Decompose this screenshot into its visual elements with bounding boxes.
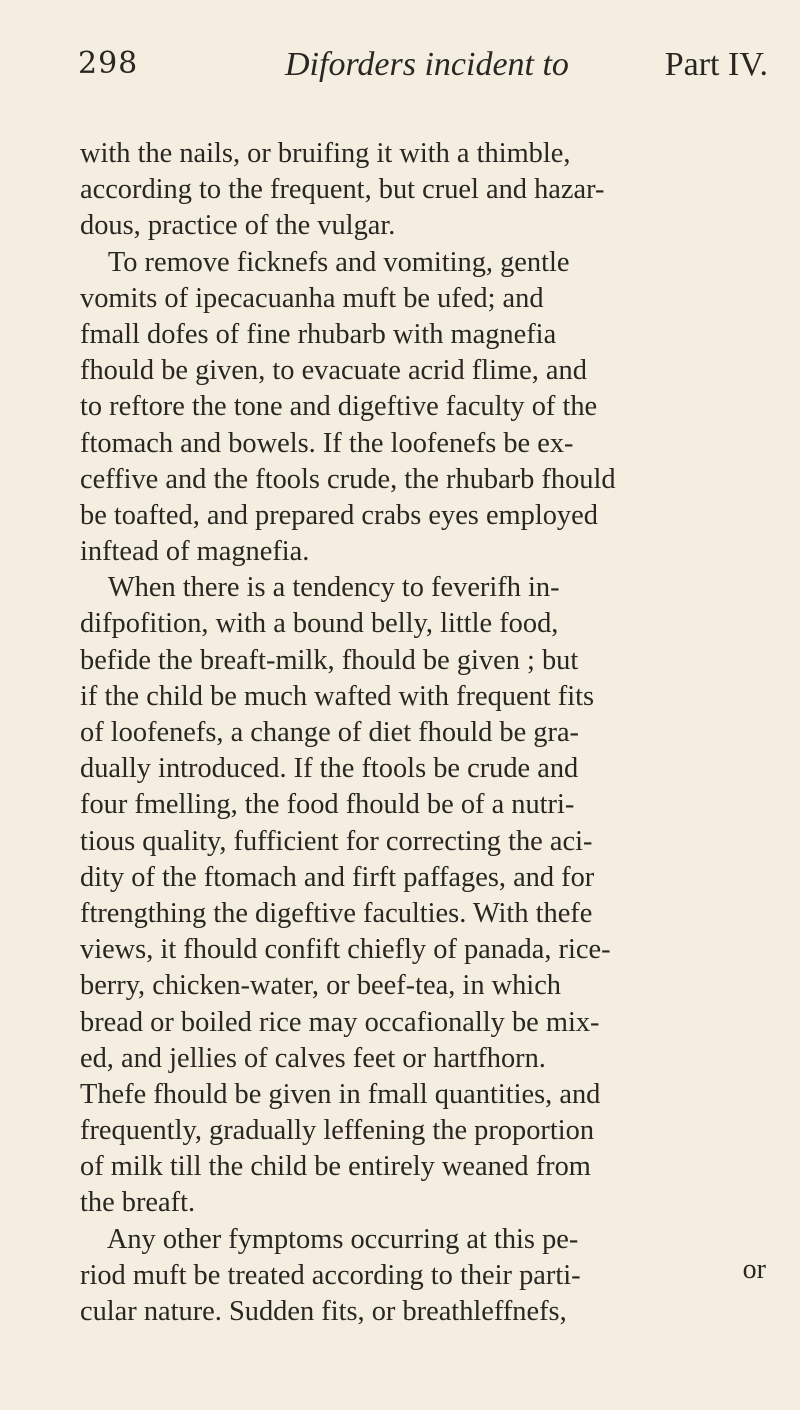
text-line: cular nature. Sudden fits, or breathleffnefs, [80,1296,567,1327]
page-header [78,46,768,96]
catchword: or [742,1254,766,1285]
body-text [80,136,770,1330]
text-line: berry, chicken-water, or beef-tea, in which [80,970,561,1002]
text-line: difpofition, with a bound belly, little food, [80,608,559,640]
text-line: bread or boiled rice may occafionally be mix- [80,1006,600,1038]
text-line: ftomach and bowels. If the loofenefs be ex- [80,427,574,459]
text-line: inftead of magnefia. [80,536,310,568]
text-line: dually introduced. If the ftools be crude and [80,753,579,785]
text-line: four fmelling, the food fhould be of a nutri- [80,789,575,821]
text-line: Thefe fhould be given in fmall quantities, and [80,1078,601,1110]
text-line: vomits of ipecacuanha muft be ufed; and [80,282,544,314]
text-line: of milk till the child be entirely weaned from [80,1151,591,1183]
text-line: views, it fhould confift chiefly of panada, rice- [80,934,611,966]
text-line: To remove ficknefs and vomiting, gentle [80,246,570,278]
text-line: When there is a tendency to feverifh in- [80,572,560,604]
text-line: to reftore the tone and digeftive faculty of the [80,391,598,423]
running-head: Diforders incident to [285,46,569,83]
text-line: Any other fymptoms occurring at this pe- [80,1223,579,1255]
text-line: ed, and jellies of calves feet or hartfhorn. [80,1042,546,1074]
text-line: tious quality, fufficient for correcting the aci- [80,825,593,857]
text-line: ceffive and the ftools crude, the rhubarb fhould [80,463,616,495]
text-line: if the child be much wafted with frequent fits [80,680,595,712]
text-line: with the nails, or bruifing it with a thimble, [80,138,571,169]
text-line: riod muft be treated according to their parti- [80,1259,581,1291]
text-line: fmall dofes of fine rhubarb with magnefia [80,318,557,350]
text-line: ftrengthing the digeftive faculties. With thefe [80,897,593,929]
text-line: dity of the ftomach and firft paffages, and for [80,861,595,893]
part-label: Part IV. [664,46,768,83]
text-line: according to the frequent, but cruel and hazar- [80,174,605,206]
text-line: of loofenefs, a change of diet fhould be gra- [80,717,579,748]
text-line: frequently, gradually leffening the proportion [80,1115,595,1147]
text-line: dous, practice of the vulgar. [80,210,396,242]
text-line: the breaft. [80,1187,196,1219]
page-number: 298 [78,46,139,81]
text-line: befide the breaft-milk, fhould be given ; but [80,644,579,676]
text-line: fhould be given, to evacuate acrid flime, and [80,355,587,387]
text-line: be toafted, and prepared crabs eyes employed [80,499,598,531]
